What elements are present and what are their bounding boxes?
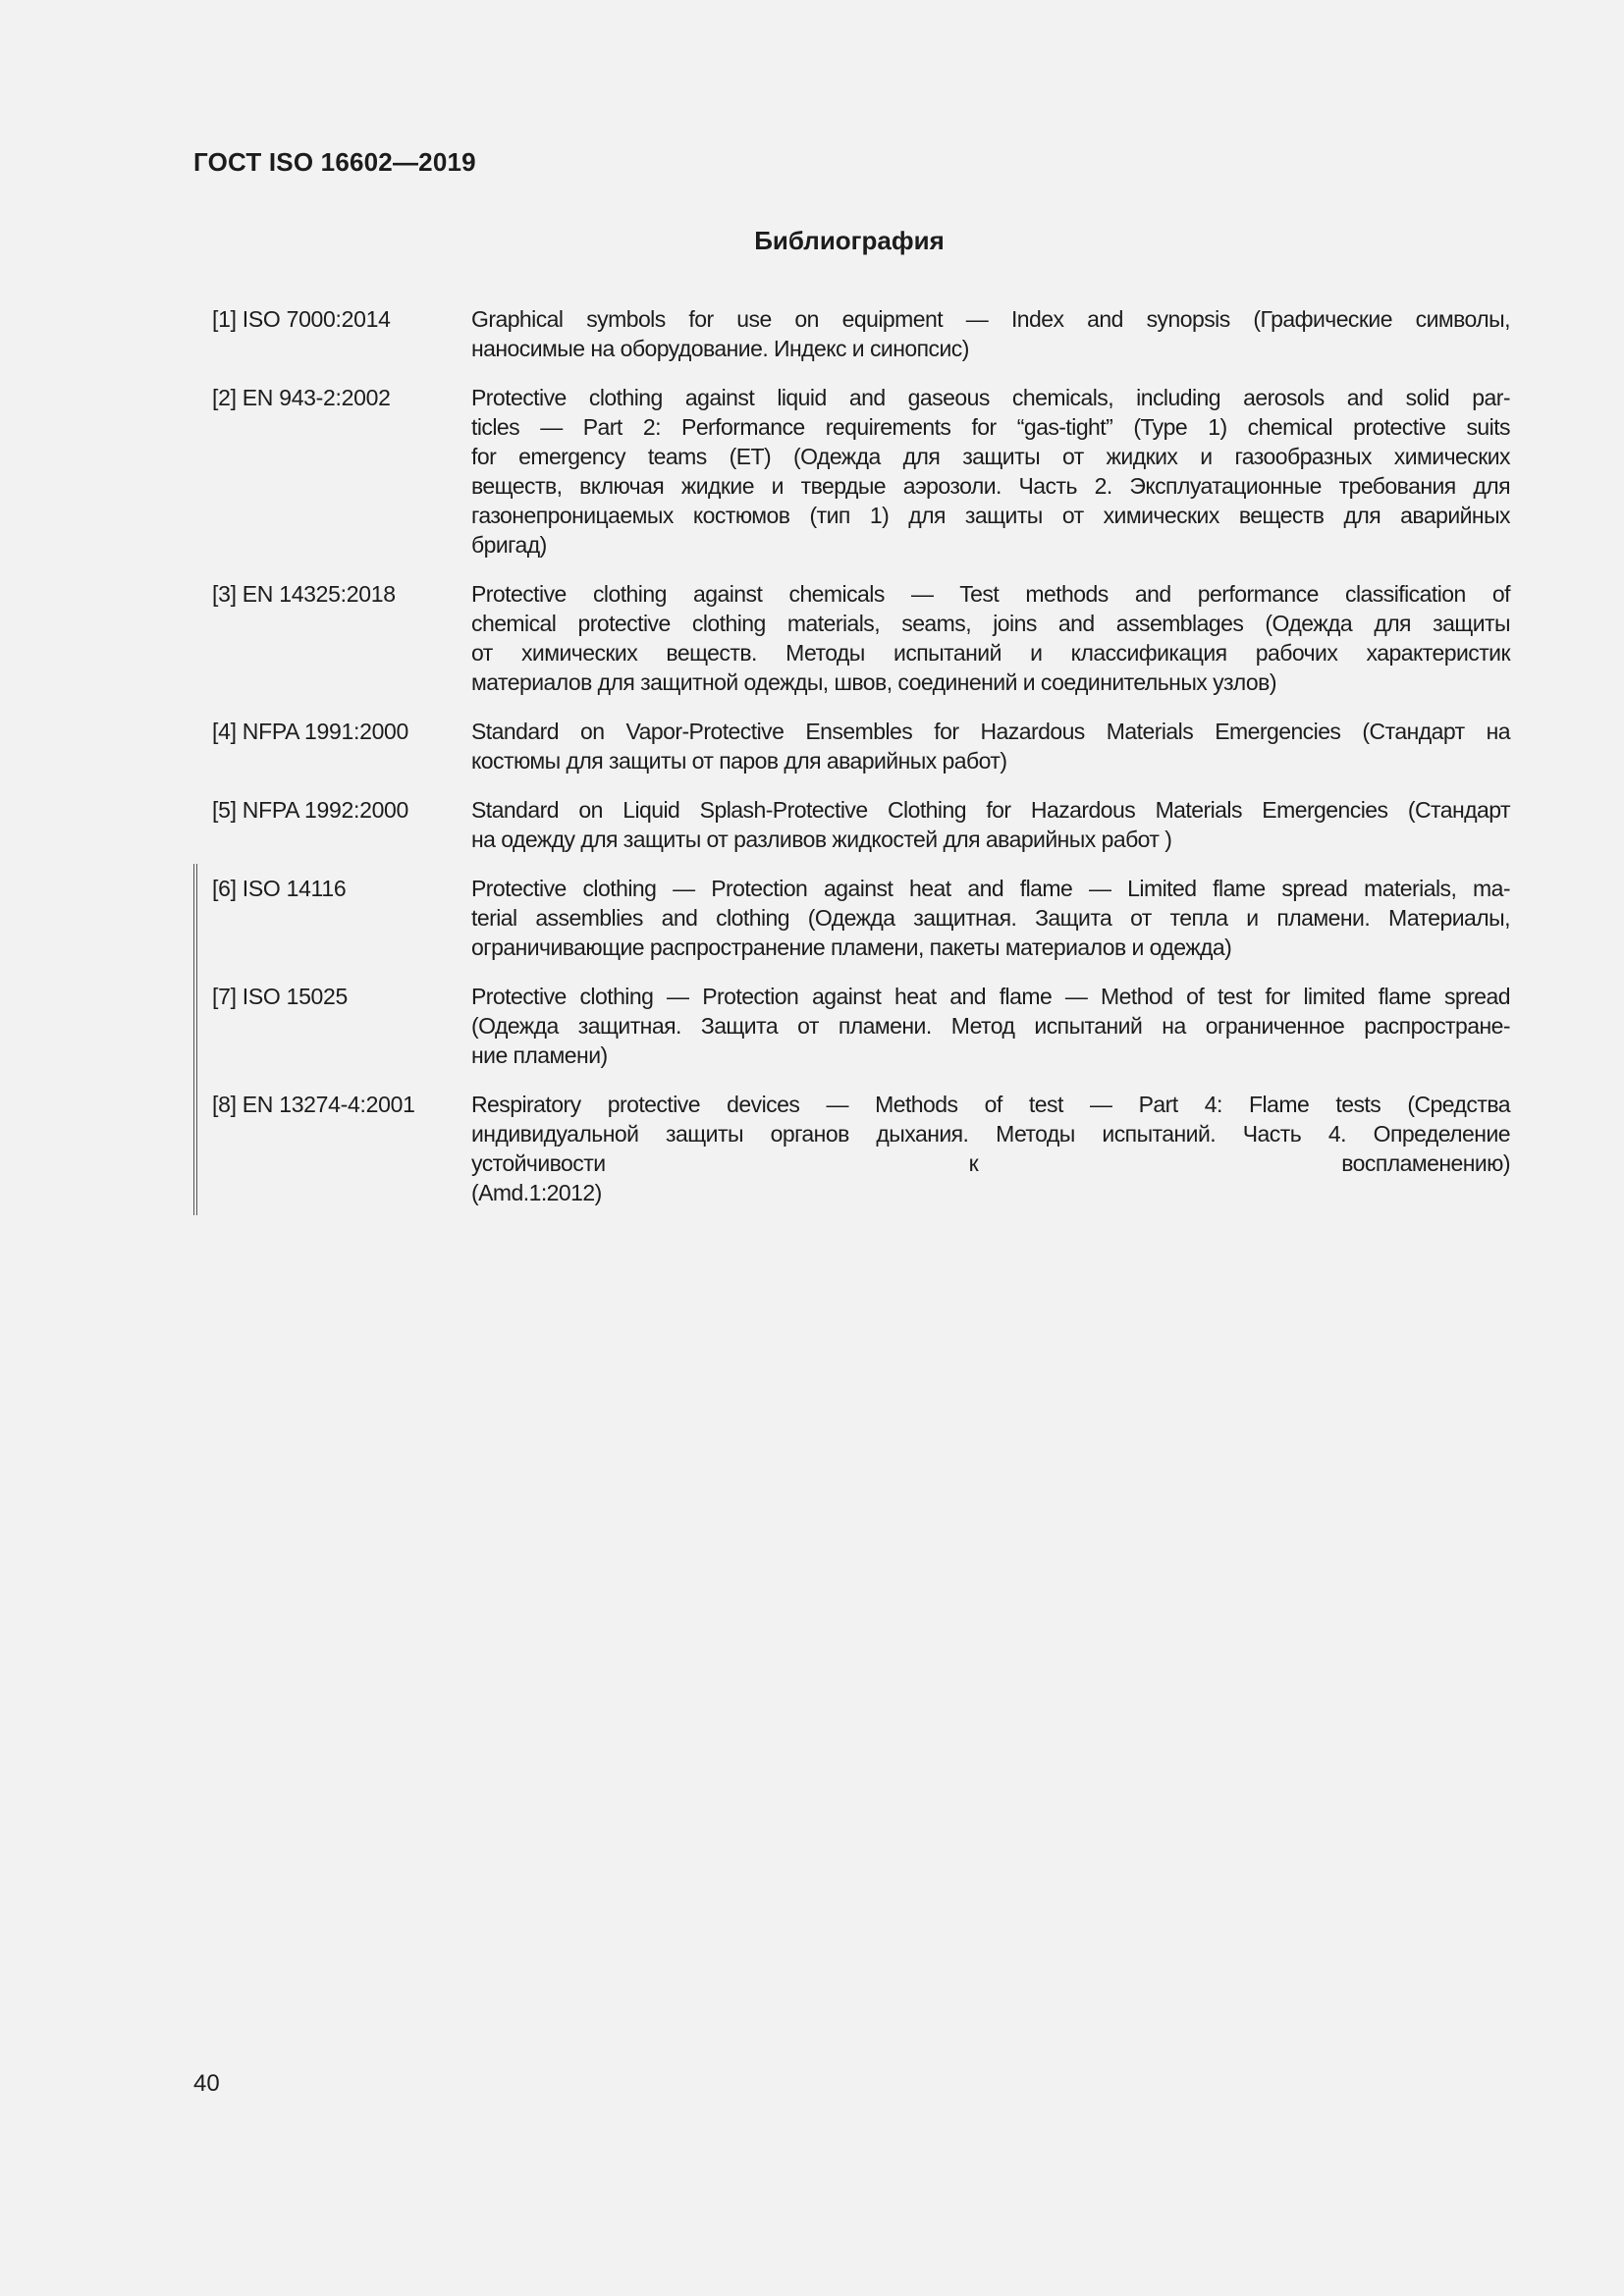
bibliography-entry — [212, 717, 1510, 775]
bibliography-entry — [212, 982, 1510, 1070]
section-title: Библиография — [754, 226, 945, 255]
entry-reference: [1] ISO 7000:2014 — [212, 306, 391, 332]
entry-reference: [2] EN 943-2:2002 — [212, 385, 391, 410]
bibliography-entry — [212, 579, 1510, 697]
bibliography-list — [212, 304, 1510, 1227]
entry-description — [471, 717, 1510, 775]
entry-line: Protective clothing against chemicals — Test methods and performance classification of — [471, 581, 1510, 607]
entry-line: Standard on Liquid Splash-Protective Clothing for Hazardous Materials Emergencies (Стандарт — [471, 797, 1510, 823]
entry-line: газонепроницаемых костюмов (тип 1) для защиты от химических веществ для аварийных — [471, 503, 1510, 528]
entry-description — [471, 795, 1510, 854]
bibliography-entry — [212, 383, 1510, 560]
entry-line: Graphical symbols for use on equipment — Index and synopsis (Графические символы, — [471, 306, 1510, 332]
entry-line: от химических веществ. Методы испытаний и классификация рабочих характеристик — [471, 640, 1510, 666]
page-number: 40 — [193, 2070, 220, 2097]
change-bar — [193, 864, 197, 1215]
entry-line: Protective clothing against liquid and gaseous chemicals, including aerosols and solid par- — [471, 385, 1510, 410]
entry-line: for emergency teams (ET) (Одежда для защиты от жидких и газообразных химических — [471, 444, 1510, 469]
bibliography-entry — [212, 874, 1510, 962]
entry-reference: [6] ISO 14116 — [212, 876, 347, 901]
entry-reference: [3] EN 14325:2018 — [212, 581, 396, 607]
entry-line: Protective clothing — Protection against heat and flame — Method of test for limited flame spread — [471, 984, 1510, 1009]
entry-line: на одежду для защиты от разливов жидкостей для аварийных работ ) — [471, 827, 1172, 852]
entry-line: устойчивости к воспламенению) — [471, 1150, 1510, 1176]
entry-line: chemical protective clothing materials, seams, joins and assemblages (Одежда для защиты — [471, 611, 1510, 636]
entry-line: бригад) — [471, 532, 547, 558]
entry-description — [471, 982, 1510, 1070]
entry-reference: [7] ISO 15025 — [212, 984, 349, 1009]
entry-description — [471, 304, 1510, 363]
bibliography-entry — [212, 1090, 1510, 1207]
entry-reference: [5] NFPA 1992:2000 — [212, 797, 409, 823]
entry-description — [471, 383, 1510, 560]
entry-line: (Одежда защитная. Защита от пламени. Метод испытаний на ограниченное распростране- — [471, 1013, 1510, 1039]
entry-line: Respiratory protective devices — Methods of test — Part 4: Flame tests (Средства — [471, 1092, 1510, 1117]
entry-line: ние пламени) — [471, 1042, 608, 1068]
entry-line: костюмы для защиты от паров для аварийных работ) — [471, 748, 1007, 774]
bibliography-entry — [212, 795, 1510, 854]
entry-line: terial assemblies and clothing (Одежда защитная. Защита от тепла и пламени. Материалы, — [471, 905, 1510, 931]
entry-reference: [4] NFPA 1991:2000 — [212, 719, 409, 744]
entry-description — [471, 874, 1510, 962]
entry-line: ticles — Part 2: Performance requirements for “gas-tight” (Type 1) chemical protective suits — [471, 414, 1510, 440]
entry-line: индивидуальной защиты органов дыхания. Методы испытаний. Часть 4. Определение — [471, 1121, 1510, 1147]
entry-line: Standard on Vapor-Protective Ensembles for Hazardous Materials Emergencies (Стандарт на — [471, 719, 1510, 744]
entry-description — [471, 1090, 1510, 1207]
entry-line: веществ, включая жидкие и твердые аэрозоли. Часть 2. Эксплуатационные требования для — [471, 473, 1510, 499]
entry-line: Protective clothing — Protection against heat and flame — Limited flame spread materials, ma- — [471, 876, 1510, 901]
entry-line: (Amd.1:2012) — [471, 1180, 602, 1205]
entry-line: материалов для защитной одежды, швов, соединений и соединительных узлов) — [471, 669, 1276, 695]
bibliography-entry — [212, 304, 1510, 363]
entry-line: ограничивающие распространение пламени, пакеты материалов и одежда) — [471, 934, 1232, 960]
entry-line: наносимые на оборудование. Индекс и синопсис) — [471, 336, 969, 361]
entry-reference: [8] EN 13274-4:2001 — [212, 1092, 415, 1117]
entry-description — [471, 579, 1510, 697]
document-header: ГОСТ ISO 16602—2019 — [193, 147, 476, 177]
